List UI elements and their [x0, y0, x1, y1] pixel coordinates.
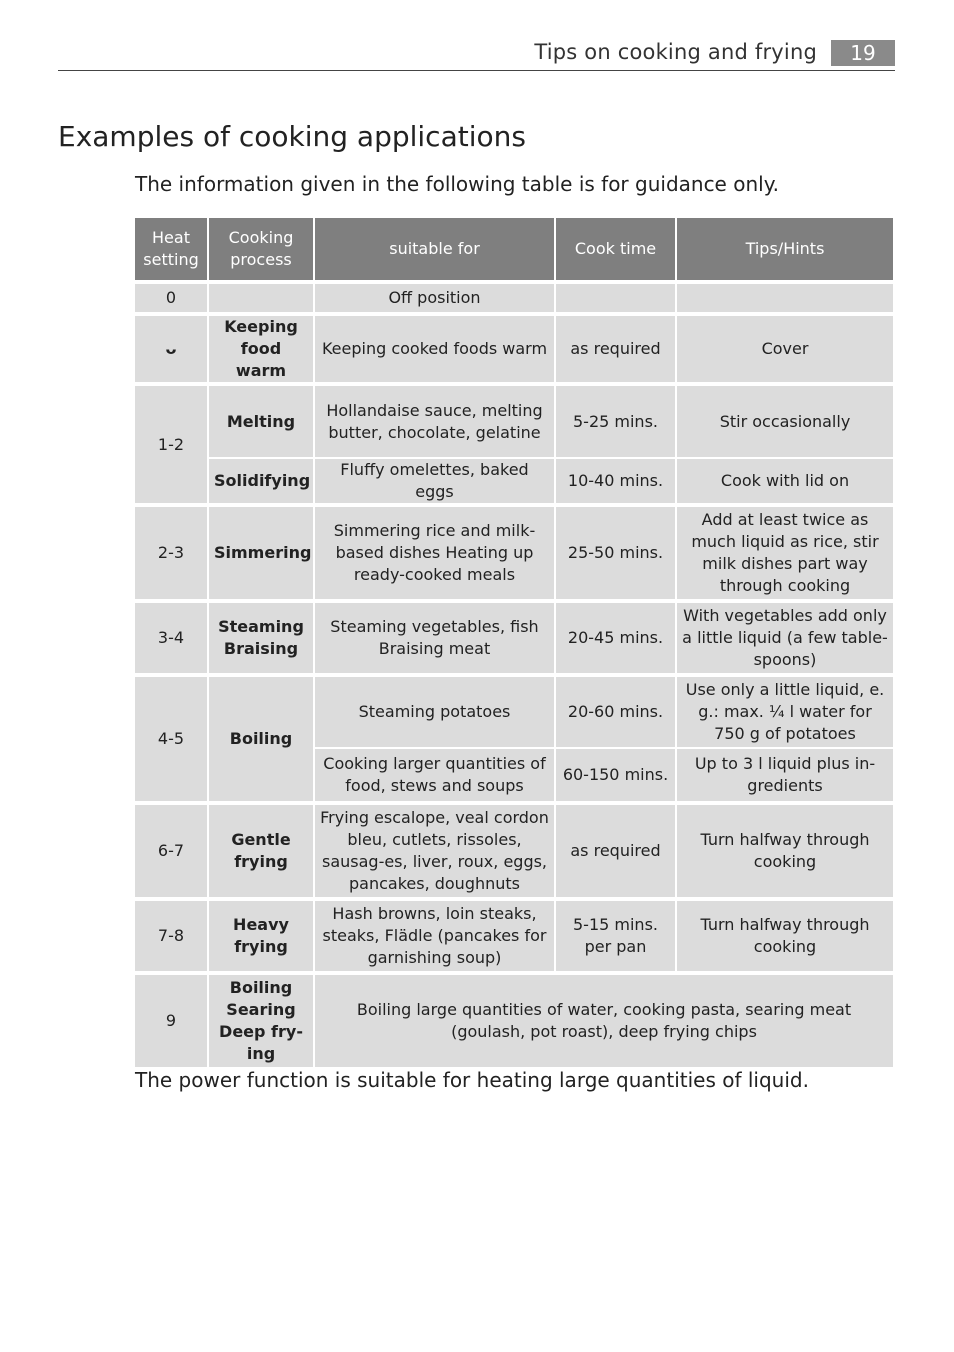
header-suitable-for: suitable for [315, 218, 556, 284]
cell-tips: Turn halfway through cooking [677, 899, 893, 973]
cell-tips: Stir occasionally [677, 384, 893, 459]
cell-process: Keeping food warm [209, 314, 315, 384]
table-row [135, 459, 893, 505]
cell-process: Boiling Searing Deep fry-ing [209, 973, 315, 1069]
cell-time: 5-15 mins. per pan [556, 899, 677, 973]
cell-process: Simmering [209, 505, 315, 601]
cell-heat: 0 [135, 284, 209, 314]
table-row [135, 284, 893, 314]
cell-suitable: Fluffy omelettes, baked eggs [315, 459, 556, 505]
cell-suitable: Off position [315, 284, 556, 314]
table-row [135, 505, 893, 601]
table-row [135, 675, 893, 749]
cell-heat: 9 [135, 973, 209, 1069]
cell-time: as required [556, 314, 677, 384]
header-heat-setting: Heat setting [135, 218, 209, 284]
cell-heat: 4-5 [135, 675, 209, 803]
cell-heat: 2-3 [135, 505, 209, 601]
cell-tips: Cover [677, 314, 893, 384]
table-row [135, 601, 893, 675]
cell-process: Gentle frying [209, 803, 315, 899]
cell-suitable: Hash browns, loin steaks, steaks, Flädle (pancakes for garnishing soup) [315, 899, 556, 973]
footnote-text: The power function is suitable for heating large quantities of liquid. [135, 1068, 809, 1092]
cell-tips: Cook with lid on [677, 459, 893, 505]
cell-time [556, 284, 677, 314]
cell-tips: Turn halfway through cooking [677, 803, 893, 899]
cell-suitable: Hollandaise sauce, melting butter, chocolate, gelatine [315, 384, 556, 459]
cell-tips: Up to 3 l liquid plus in-gredients [677, 749, 893, 803]
cell-heat: 6-7 [135, 803, 209, 899]
cell-tips [677, 284, 893, 314]
header-cooking-process: Cooking process [209, 218, 315, 284]
header-cook-time: Cook time [556, 218, 677, 284]
cell-suitable: Steaming potatoes [315, 675, 556, 749]
page-header [58, 38, 895, 71]
cooking-table [135, 218, 893, 1069]
cell-heat: 3-4 [135, 601, 209, 675]
cell-tips: Add at least twice as much liquid as rice, stir milk dishes part way through cooking [677, 505, 893, 601]
cell-time: 60-150 mins. [556, 749, 677, 803]
cell-time: 10-40 mins. [556, 459, 677, 505]
header-tips-hints: Tips/Hints [677, 218, 893, 284]
cell-suitable: Frying escalope, veal cordon bleu, cutlets, rissoles, sausag-es, liver, roux, eggs, pancakes, doughnuts [315, 803, 556, 899]
table-row [135, 803, 893, 899]
table-row [135, 384, 893, 459]
table-row [135, 973, 893, 1069]
cell-heat-keep-warm-icon: ᴗ [135, 314, 209, 384]
intro-text: The information given in the following table is for guidance only. [135, 172, 780, 196]
cell-suitable: Steaming vegetables, fish Braising meat [315, 601, 556, 675]
cell-process: Boiling [209, 675, 315, 803]
cell-heat: 1-2 [135, 384, 209, 505]
page-number: 19 [831, 40, 895, 66]
cell-time: 25-50 mins. [556, 505, 677, 601]
page-title: Examples of cooking applications [58, 120, 526, 153]
cell-process: Steaming Braising [209, 601, 315, 675]
section-title: Tips on cooking and frying [534, 40, 817, 64]
cell-suitable: Simmering rice and milk-based dishes Heating up ready-cooked meals [315, 505, 556, 601]
cell-heat: 7-8 [135, 899, 209, 973]
cell-process [209, 284, 315, 314]
cell-suitable: Keeping cooked foods warm [315, 314, 556, 384]
cell-process: Heavy frying [209, 899, 315, 973]
cell-process: Solidifying [209, 459, 315, 505]
table-header-row [135, 218, 893, 284]
cell-suitable: Cooking larger quantities of food, stews and soups [315, 749, 556, 803]
cell-process: Melting [209, 384, 315, 459]
cell-time: 5-25 mins. [556, 384, 677, 459]
cell-suitable-wide: Boiling large quantities of water, cooking pasta, searing meat (goulash, pot roast), deep frying chips [315, 973, 893, 1069]
cell-tips: With vegetables add only a little liquid (a few table-spoons) [677, 601, 893, 675]
cell-time: 20-60 mins. [556, 675, 677, 749]
cell-tips: Use only a little liquid, e. g.: max. ¼ l water for 750 g of potatoes [677, 675, 893, 749]
table-row [135, 314, 893, 384]
table-row [135, 899, 893, 973]
cell-time: as required [556, 803, 677, 899]
cell-time: 20-45 mins. [556, 601, 677, 675]
